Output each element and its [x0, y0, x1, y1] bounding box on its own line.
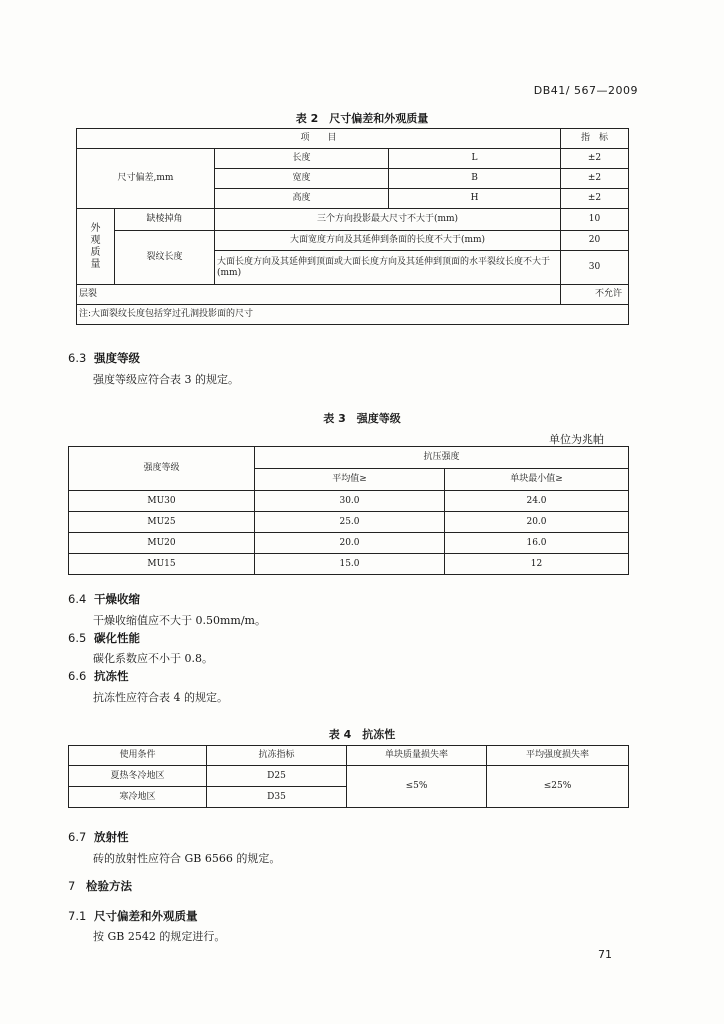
table-row — [69, 554, 629, 575]
section-6-4-heading: 6.4 干燥收缩 — [68, 592, 140, 606]
section-6-6-text: 抗冻性应符合表 4 的规定。 — [93, 691, 228, 704]
corner-value: 10 — [561, 209, 629, 231]
table3-col-strength: 抗压强度 — [255, 447, 629, 469]
section-6-5-heading: 6.5 碳化性能 — [68, 631, 140, 645]
table4-header: 单块质量损失率 — [347, 746, 487, 766]
table3-col-min: 单块最小值≥ — [445, 469, 629, 491]
table4-header: 平均强度损失率 — [487, 746, 629, 766]
index-cell: D25 — [207, 766, 347, 787]
table2 — [76, 128, 629, 325]
dim-row-name: 长度 — [215, 149, 389, 169]
section-6-7-heading: 6.7 放射性 — [68, 830, 129, 844]
table4-caption: 表 4 抗冻性 — [328, 728, 396, 741]
dim-row-value: ±2 — [561, 149, 629, 169]
crack-value-1: 20 — [561, 231, 629, 251]
table3-col-avg: 平均值≥ — [255, 469, 445, 491]
avg-cell: 15.0 — [255, 554, 445, 575]
grade-cell: MU30 — [69, 491, 255, 512]
crack-value-2: 30 — [561, 251, 629, 285]
mass-loss-cell: ≤5% — [347, 766, 487, 808]
table4-header: 使用条件 — [69, 746, 207, 766]
crack-label: 裂纹长度 — [115, 231, 215, 285]
grade-cell: MU20 — [69, 533, 255, 554]
index-cell: D35 — [207, 787, 347, 808]
section-7-1-text: 按 GB 2542 的规定进行。 — [93, 930, 226, 943]
table3 — [68, 446, 629, 575]
table-row — [69, 766, 629, 787]
table4-header: 抗冻指标 — [207, 746, 347, 766]
table3-unit: 单位为兆帕 — [549, 433, 604, 446]
table2-note: 注:大面裂纹长度包括穿过孔洞投影面的尺寸 — [77, 305, 629, 325]
min-cell: 20.0 — [445, 512, 629, 533]
avg-cell: 30.0 — [255, 491, 445, 512]
table3-col-grade: 强度等级 — [69, 447, 255, 491]
strength-loss-cell: ≤25% — [487, 766, 629, 808]
crack-desc-2: 大面长度方向及其延伸到顶面或大面长度方向及其延伸到顶面的水平裂纹长度不大于(mm) — [215, 251, 561, 285]
standard-code: DB41/ 567—2009 — [533, 84, 638, 97]
section-6-7-text: 砖的放射性应符合 GB 6566 的规定。 — [93, 852, 281, 865]
condition-cell: 寒冷地区 — [69, 787, 207, 808]
table2-col-item: 项 目 — [77, 129, 561, 149]
dim-row-symbol: B — [389, 169, 561, 189]
table-row — [69, 512, 629, 533]
avg-cell: 20.0 — [255, 533, 445, 554]
dim-row-name: 宽度 — [215, 169, 389, 189]
section-6-3-heading: 6.3 强度等级 — [68, 351, 140, 365]
corner-desc: 三个方向投影最大尺寸不大于(mm) — [215, 209, 561, 231]
grade-cell: MU15 — [69, 554, 255, 575]
table-row — [69, 491, 629, 512]
dim-row-symbol: L — [389, 149, 561, 169]
corner-label: 缺棱掉角 — [115, 209, 215, 231]
min-cell: 16.0 — [445, 533, 629, 554]
condition-cell: 夏热冬冷地区 — [69, 766, 207, 787]
section-6-6-heading: 6.6 抗冻性 — [68, 669, 129, 683]
layer-value: 不允许 — [561, 285, 629, 305]
crack-desc-1: 大面宽度方向及其延伸到条面的长度不大于(mm) — [215, 231, 561, 251]
section-6-5-text: 碳化系数应不小于 0.8。 — [93, 652, 213, 665]
avg-cell: 25.0 — [255, 512, 445, 533]
min-cell: 12 — [445, 554, 629, 575]
section-6-4-text: 干燥收缩值应不大于 0.50mm/m。 — [93, 614, 266, 627]
dim-row-value: ±2 — [561, 189, 629, 209]
table-row — [69, 533, 629, 554]
table3-caption: 表 3 强度等级 — [323, 412, 401, 425]
section-6-3-text: 强度等级应符合表 3 的规定。 — [93, 373, 239, 386]
dim-group-label: 尺寸偏差,mm — [77, 149, 215, 209]
dim-row-name: 高度 — [215, 189, 389, 209]
table4 — [68, 745, 629, 808]
layer-label: 层裂 — [77, 285, 561, 305]
min-cell: 24.0 — [445, 491, 629, 512]
page-number: 71 — [598, 948, 612, 961]
dim-row-symbol: H — [389, 189, 561, 209]
dim-row-value: ±2 — [561, 169, 629, 189]
table2-col-index: 指 标 — [561, 129, 629, 149]
table2-caption: 表 2 尺寸偏差和外观质量 — [295, 112, 429, 125]
section-7-heading: 7 检验方法 — [68, 879, 132, 893]
appearance-group-label: 外 观 质 量 — [77, 209, 115, 285]
section-7-1-heading: 7.1 尺寸偏差和外观质量 — [68, 909, 198, 923]
grade-cell: MU25 — [69, 512, 255, 533]
